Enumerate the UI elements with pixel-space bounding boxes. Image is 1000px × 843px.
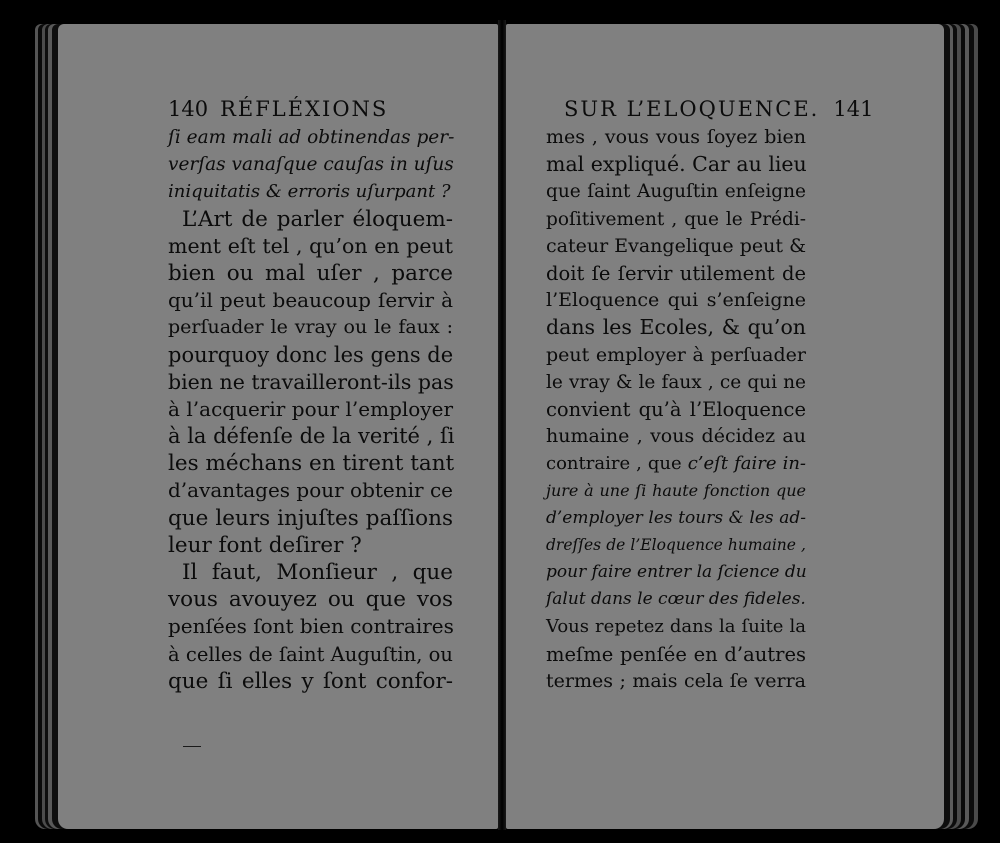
text-line: vous avouyez ou que vos: [168, 587, 453, 613]
text-line: peut employer à perſuader: [546, 343, 806, 366]
text-line: cateur Evangelique peut &: [546, 234, 806, 257]
right-running-head: [564, 96, 873, 122]
text-line: humaine , vous décidez au: [546, 425, 806, 448]
text-line: doit ſe ſervir utilement de: [546, 261, 806, 285]
text-line: perſuader le vray ou le faux :: [168, 316, 453, 339]
text-line: verſas vanaſque cauſas in uſus: [168, 154, 454, 176]
text-line: ſi eam mali ad obtinendas per-: [168, 127, 455, 148]
text-line: iniquitatis & erroris uſurpant ?: [168, 181, 451, 203]
text-line: le vray & le faux , ce qui ne: [546, 371, 806, 393]
ink-mark: [183, 746, 201, 747]
text-line: dreſſes de l’Eloquence humaine ,: [546, 535, 806, 554]
text-line: termes ; mais cela ſe verra: [546, 669, 806, 692]
left-page-number: 140: [168, 97, 209, 121]
text-line: l’Eloquence qui s’enſeigne: [546, 289, 806, 312]
text-line: que leurs injuſtes paſſions: [168, 505, 453, 531]
text-line: pour faire entrer la ſcience du: [546, 562, 807, 582]
text-line: leur font deſirer ?: [168, 532, 362, 558]
text-line: bien ne travailleront-ils pas: [168, 369, 454, 394]
left-text-block: [168, 124, 453, 695]
text-line: à celles de ſaint Auguſtin, ou: [168, 642, 453, 666]
text-line: d’avantages pour obtenir ce: [168, 478, 453, 503]
text-line: Il faut, Monſieur , que: [182, 560, 453, 585]
left-running-title: RÉFLÉXIONS: [220, 97, 389, 121]
text-line: convient qu’à l’Eloquence: [546, 397, 806, 421]
text-line: penſées ſont bien contraires: [168, 614, 454, 639]
text-line: les méchans en tirent tant: [168, 451, 455, 477]
text-line: Vous repetez dans la ſuite la: [546, 616, 806, 638]
text-line: à la défenſe de la verité , ſi: [168, 424, 455, 449]
text-line: jure à une ſi haute fonction que: [546, 481, 806, 501]
text-line: meſme penſée en d’autres: [546, 642, 806, 666]
text-line: L’Art de parler éloquem-: [182, 206, 453, 232]
right-page: [506, 24, 944, 829]
text-line: que ſi elles y ſont confor-: [168, 668, 453, 694]
text-line: mes , vous vous ſoyez bien: [546, 126, 806, 148]
text-line: que ſaint Auguſtin enſeigne: [546, 181, 806, 203]
text-line: contraire , que c’eſt faire in-: [546, 453, 806, 475]
left-page: [58, 24, 498, 829]
left-running-head: [168, 96, 388, 122]
text-line: bien ou mal uſer , parce: [168, 260, 453, 286]
text-line: à l’acquerir pour l’employer: [168, 396, 453, 421]
right-running-title: SUR L’ELOQUENCE.: [564, 97, 820, 121]
text-line: ſalut dans le cœur des fideles.: [546, 589, 806, 610]
text-line: pourquoy donc les gens de: [168, 342, 454, 367]
text-line: mal expliqué. Car au lieu: [546, 152, 807, 177]
right-text-block: [546, 124, 806, 695]
text-line: dans les Ecoles, & qu’on: [546, 315, 806, 340]
book-gutter: [498, 20, 506, 830]
right-page-number: 141: [833, 97, 874, 121]
text-line: ment eſt tel , qu’on en peut: [168, 233, 453, 258]
text-line: d’employer les tours & les ad-: [546, 507, 806, 528]
text-line: qu’il peut beaucoup ſervir à: [168, 288, 453, 313]
text-line: poſitivement , que le Prédi-: [546, 208, 806, 230]
